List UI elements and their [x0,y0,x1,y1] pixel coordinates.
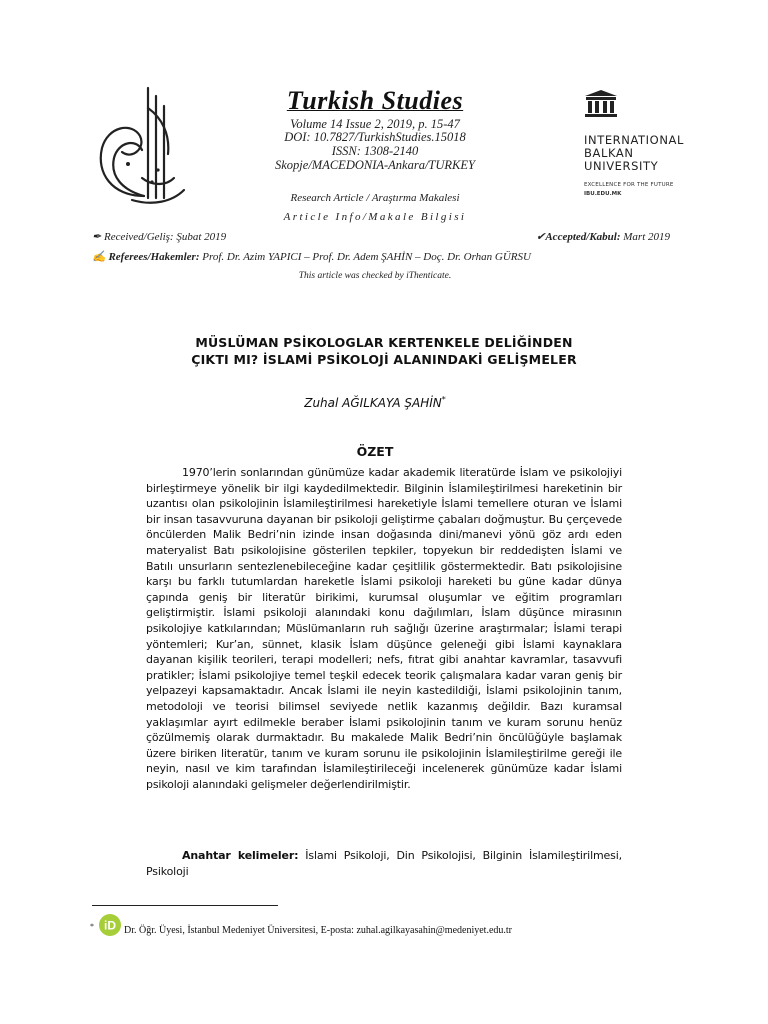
checkmark-icon: ✔ [536,231,546,243]
pen-icon: ✒ [92,231,102,243]
footnote-divider [92,905,278,906]
accepted-value: Mart 2019 [623,231,670,243]
article-type: Research Article / Araştırma Makalesi [290,192,460,204]
author-footnote-mark[interactable]: * [441,395,446,404]
doi-link[interactable]: 10.7827/TurkishStudies.15018 [313,130,466,144]
orcid-icon[interactable] [99,914,121,936]
journal-volume: Volume 14 Issue 2, 2019, p. 15-47 [290,117,460,131]
university-name-line1: INTERNATIONAL [584,133,684,147]
keywords [146,848,622,879]
accepted-label: Accepted/Kabul: [545,231,621,243]
article-info-heading: Article Info/Makale Bilgisi [283,211,467,223]
doi-label: DOI: [284,130,311,144]
accepted-date [500,230,670,243]
received-date [92,230,226,243]
keywords-value: İslami Psikoloji, Din Psikolojisi, Bilginin İslamileştirilmesi, Psikoloji [146,849,622,878]
journal-location: Skopje/MACEDONIA-Ankara/TURKEY [275,158,475,172]
received-value: Şubat 2019 [176,231,227,243]
university-name-line3: UNIVERSITY [584,159,659,173]
journal-issn: ISSN: 1308-2140 [331,144,419,158]
university-name-line2: BALKAN [584,146,634,160]
author [200,395,550,410]
footnote-text: Dr. Öğr. Üyesi, İstanbul Medeniyet Üniversitesi, E-posta: zuhal.agilkayasahin@medeniyet.edu.tr [124,925,513,936]
journal-doi [240,130,510,144]
orcid-label: iD [104,918,116,933]
tughra-logo [92,78,192,208]
author-name: Zuhal AĞILKAYA ŞAHİN [304,396,442,410]
referees-label: Referees/Hakemler: [108,251,200,263]
abstract-text: 1970’lerin sonlarından günümüze kadar akademik literatürde İslam ve psikolojiyi birleştirmeye yönelik bir ilgi kaydedilmektedir. Bilginin İslamileştirilmesi hareketinin bir uzantısı olan psikolojinin İslamileştirilmesi hareketiyle İslami temellere oturan ve İslami bir insan tasavvuruna dayanan bir psikoloji geliştirme çabaları doğmuştur. Bu çerçevede öncülerden Malik Bedri’nin izinde insan doğasında dini/manevi yönü göz ardı eden materyalist Batı psikolojisine gösterilen tepkiler, topyekun bir reddedişten İslami ve Batılı unsurların sentezlenebileceğine kadar çeşitlilik göstermektedir. Batı psikolojisine karşı bu farklı tutumlardan hareketle İslami psikoloji hareketi bu güne kadar dünya çapında geniş bir literatür birikimi, kurumsal oluşumlar ve eğitim programları geliştirmiştir. İslami psikoloji alanındaki konu dağılımları, İslam düşünce mirasının psikolojiye katkılarından; Müslümanların ruh sağlığı üzerine araştırmalar; İslami terapi yöntemleri; Kur’an, sünnet, klasik İslam düşünce geleneği gibi İslami kaynaklara dayanan kişilik teorileri, terapi modelleri; nefs, fıtrat gibi anahtar kavramlar, tasavvufi pratikler; İslami psikolojiye temel teşkil edecek teorik çalışmalara kadar varan geniş bir yelpazeyi kapsamaktadır. Ancak İslami ile neyin kastedildiği, İslami psikolojinin tanım, metodoloji ve teorisi bilimsel seviyede netlik kazanmış değildir. Bazı kuramsal yaklaşımlar ayırt edilmekle beraber İslami psikolojinin tanım ve kuram sorunu henüz çözülmemiş olarak durmaktadır. Bu makalede Malik Bedri’nin öncülüğüyle başlamak üzere biriken literatür, tanım ve kuram sorunu ile psikolojinin İslamileştirilme gereği ile neyin, nasıl ve kim tarafından İslamileştirileceği incelenerek günümüze kadar İslami psikoloji alanındaki gelişmeler değerlendirilmiştir. [146,466,622,791]
journal-title: Turkish Studies [286,86,464,115]
plagiarism-check-note: This article was checked by iThenticate. [298,271,452,281]
university-building-icon [583,88,619,118]
footnote-mark: * [90,922,94,931]
writing-hand-icon: ✍ [92,251,106,263]
received-label: Received/Geliş: [103,231,174,243]
abstract-heading: ÖZET [356,444,394,459]
referees [92,250,531,263]
university-slogan: EXCELLENCE FOR THE FUTURE [584,182,674,188]
referees-value: Prof. Dr. Azim YAPICI – Prof. Dr. Adem ŞAHİN – Doç. Dr. Orhan GÜRSU [202,251,531,263]
university-url[interactable]: IBU.EDU.MK [584,191,622,197]
keywords-label: Anahtar kelimeler: [182,849,299,862]
article-title-line2: ÇIKTI MI? İSLAMİ PSİKOLOJİ ALANINDAKİ GELİŞMELER [191,352,577,367]
article-title-line1: MÜSLÜMAN PSİKOLOGLAR KERTENKELE DELİĞİNDEN [195,335,573,350]
